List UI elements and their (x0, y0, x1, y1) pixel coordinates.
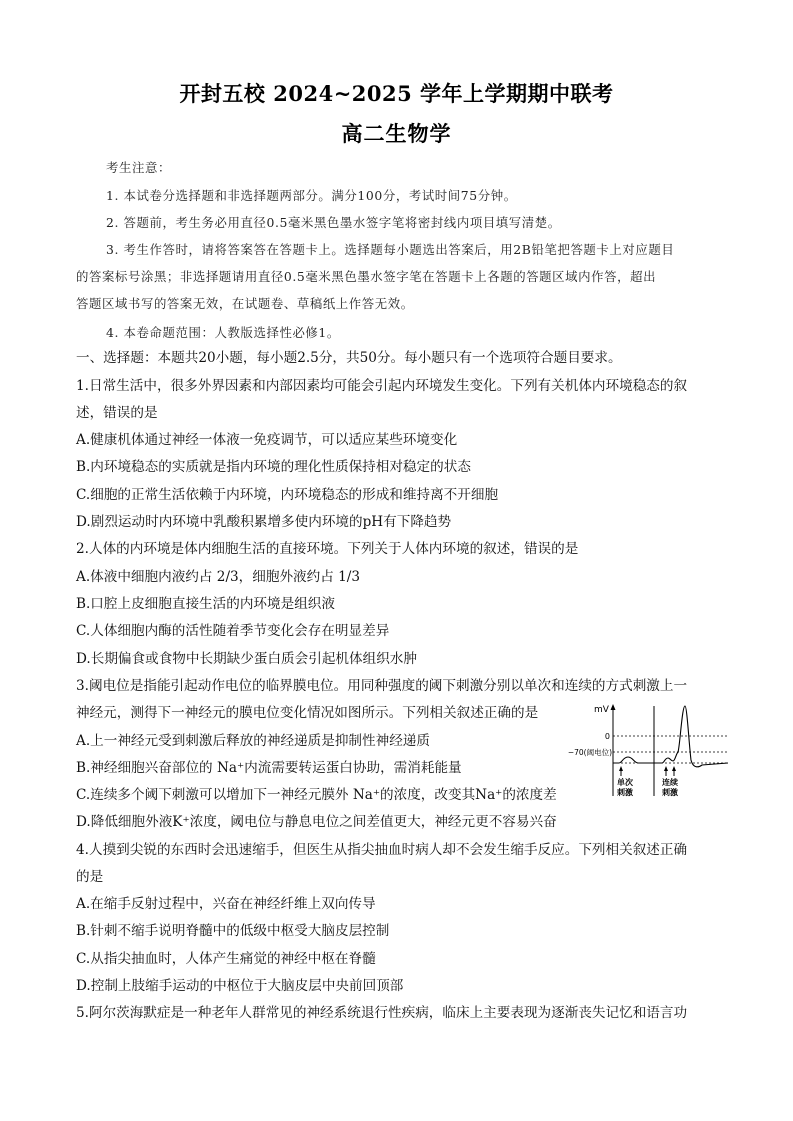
q2-option-d: D.长期偏食或食物中长期缺少蛋白质会引起机体组织水肿 (76, 651, 417, 667)
q4-option-d: D.控制上肢缩手运动的中枢位于大脑皮层中央前回顶部 (76, 978, 404, 994)
q2-option-a: A.体液中细胞内液约占 2/3，细胞外液约占 1/3 (76, 569, 361, 585)
q4-option-b: B.针刺不缩手说明脊髓中的低级中枢受大脑皮层控制 (76, 923, 390, 939)
q5-stem-1: 5.阿尔茨海默症是一种老年人群常见的神经系统退行性疾病，临床上主要表现为逐渐丧失记忆和语言功 (76, 1005, 688, 1021)
q2-stem: 2.人体的内环境是体内细胞生活的直接环境。下列关于人体内环境的叙述，错误的是 (76, 541, 579, 557)
note-1: 1. 本试卷分选择题和非选择题两部分。满分100分，考试时间75分钟。 (106, 188, 517, 203)
figure-single-arrowhead (619, 766, 623, 771)
q3-stem-2: 神经元，测得下一神经元的膜电位变化情况如图所示。下列相关叙述正确的是 (76, 705, 539, 721)
q1-option-b: B.内环境稳态的实质就是指内环境的理化性质保持相对稳定的状态 (76, 459, 471, 475)
figure-single-label-2: 刺激 (617, 788, 633, 797)
q3-option-a: A.上一神经元受到刺激后释放的神经递质是抑制性神经递质 (76, 733, 430, 749)
figure-zero-label: 0 (604, 732, 610, 741)
figure-cont-arrowhead-2 (672, 766, 676, 771)
exam-title: 开封五校 2024~2025 学年上学期期中联考 (179, 81, 614, 106)
membrane-potential-figure (567, 700, 730, 805)
figure-threshold-label: −70(阈电位) (567, 748, 612, 757)
figure-cont-label-2: 刺激 (662, 788, 678, 797)
q3-option-d: D.降低细胞外液K⁺浓度，阈电位与静息电位之间差值更大，神经元更不容易兴奋 (76, 814, 557, 830)
figure-cont-label-1: 连续 (662, 778, 678, 787)
q4-option-c: C.从指尖抽血时，人体产生痛觉的神经中枢在脊髓 (76, 951, 376, 967)
note-3-line-2: 的答案标号涂黑；非选择题请用直径0.5毫米黑色墨水签字笔在答题卡上各题的答题区域内作答，超出 (76, 269, 657, 284)
figure-y-axis-arrow (611, 704, 616, 710)
figure-cont-arrowhead-1 (664, 766, 668, 771)
q2-option-b: B.口腔上皮细胞直接生活的内环境是组织液 (76, 596, 335, 612)
notes-header: 考生注意： (106, 160, 171, 175)
q3-option-b: B.神经细胞兴奋部位的 Na⁺内流需要转运蛋白协助，需消耗能量 (76, 760, 462, 776)
q1-stem-2: 述，错误的是 (76, 405, 158, 421)
q1-stem-1: 1.日常生活中，很多外界因素和内部因素均可能会引起内环境发生变化。下列有关机体内环境稳态的叙 (76, 378, 688, 394)
q2-option-c: C.人体细胞内酶的活性随着季节变化会存在明显差异 (76, 623, 390, 639)
note-2: 2. 答题前，考生务必用直径0.5毫米黑色墨水签字笔将密封线内项目填写清楚。 (106, 215, 561, 230)
exam-subtitle: 高二生物学 (341, 121, 452, 146)
figure-single-label-1: 单次 (617, 778, 633, 787)
q4-stem-1: 4.人摸到尖锐的东西时会迅速缩手，但医生从指尖抽血时病人却不会发生缩手反应。下列相关叙述正确 (76, 842, 688, 858)
figure-potential-curve (613, 706, 728, 767)
q3-stem-1: 3.阈电位是指能引起动作电位的临界膜电位。用同种强度的阈下刺激分别以单次和连续的方式刺激上一 (76, 678, 688, 694)
note-3-line-1: 3. 考生作答时，请将答案答在答题卡上。选择题每小题选出答案后，用2B铅笔把答题卡上对应题目 (106, 242, 675, 257)
note-4: 4. 本卷命题范围：人教版选择性必修1。 (106, 325, 340, 340)
figure-y-unit: mV (594, 705, 609, 715)
q4-option-a: A.在缩手反射过程中，兴奋在神经纤维上双向传导 (76, 896, 376, 912)
section-heading: 一、选择题：本题共20小题，每小题2.5分，共50分。每小题只有一个选项符合题目要求。 (76, 350, 622, 366)
q1-option-c: C.细胞的正常生活依赖于内环境，内环境稳态的形成和维持离不开细胞 (76, 487, 499, 503)
q1-option-d: D.剧烈运动时内环境中乳酸积累增多使内环境的pH有下降趋势 (76, 514, 452, 530)
note-3-line-3: 答题区域书写的答案无效，在试题卷、草稿纸上作答无效。 (76, 296, 414, 311)
q4-stem-2: 的是 (76, 869, 104, 885)
q3-option-c: C.连续多个阈下刺激可以增加下一神经元膜外 Na⁺的浓度，改变其Na⁺的浓度差 (76, 787, 557, 803)
q1-option-a: A.健康机体通过神经一体液一免疫调节，可以适应某些环境变化 (76, 432, 458, 448)
